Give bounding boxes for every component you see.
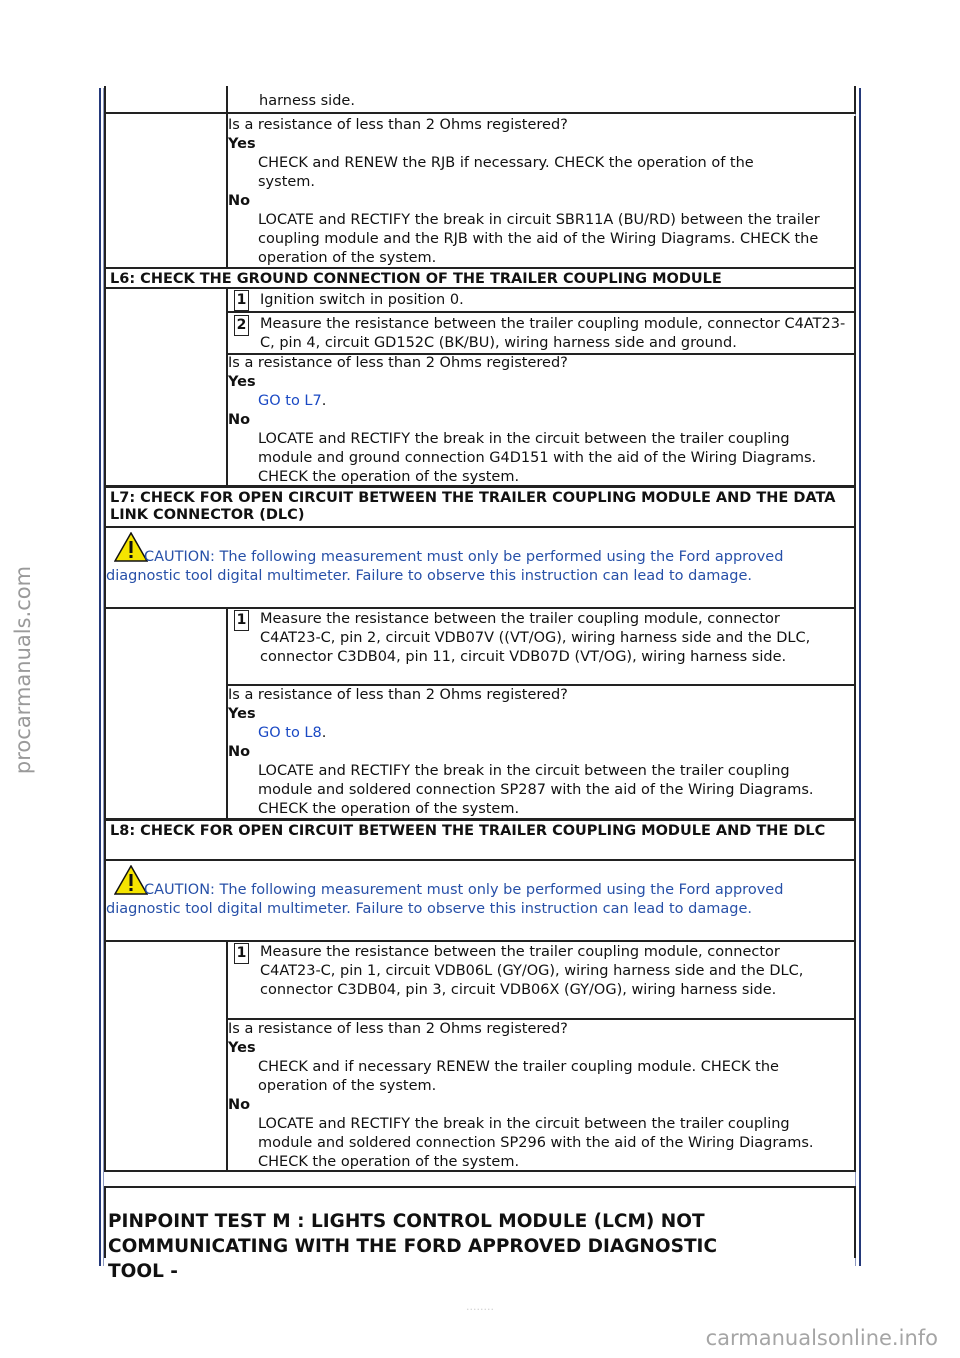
yes-action: CHECK and if necessary RENEW the trailer coupling module. CHECK the operation of the system. [258, 1059, 779, 1094]
step-row [228, 940, 856, 1020]
section-title-l6: L6: CHECK THE GROUND CONNECTION OF THE TRAILER COUPLING MODULE [104, 267, 856, 289]
result-block-l6: Is a resistance of less than 2 Ohms registered? Yes GO to L7. No LOCATE and RECTIFY the break in the circuit between the trailer coupling module and ground connection G4D151 with the aid of the Wiring Diagrams. CHECK the operation of the system. [228, 354, 856, 487]
result-block-1 [228, 116, 856, 268]
result-block-l7: Is a resistance of less than 2 Ohms registered? Yes GO to L8. No LOCATE and RECTIFY the break in the circuit between the trailer coupling module and soldered connection SP287 with the aid of the Wiring Diagrams. CHECK the operation of the system. [228, 686, 856, 820]
caution-text: CAUTION: The following measurement must only be performed using the Ford approved diagnostic tool digital multimeter. Failure to observe this instruction can lead to damage. [106, 549, 784, 584]
caution-text: CAUTION: The following measurement must only be performed using the Ford approved diagnostic tool digital multimeter. Failure to observe this instruction can lead to damage. [106, 882, 784, 917]
no-label: No [228, 744, 251, 760]
caution-box-l8 [104, 859, 856, 942]
step-number: 1 [234, 943, 249, 964]
no-label: No [228, 193, 251, 209]
question-text: Is a resistance of less than 2 Ohms registered? [228, 687, 568, 703]
empty-cell [104, 607, 228, 820]
yes-label: Yes [228, 706, 256, 722]
bottom-watermark: carmanualsonline.info [705, 1326, 938, 1350]
page-footer: ........ [466, 1300, 494, 1313]
step-row [228, 289, 856, 313]
section-title-l7: L7: CHECK FOR OPEN CIRCUIT BETWEEN THE TRAILER COUPLING MODULE AND THE DATA LINK CONNECTOR (DLC) [104, 486, 856, 528]
yes-label: Yes [228, 374, 256, 390]
step-text: Measure the resistance between the trailer coupling module, connector C4AT23-C, pin 4, circuit GD152C (BK/BU), wiring harness side and ground. [260, 316, 846, 351]
pinpoint-test-box [104, 1186, 856, 1282]
question-text: Is a resistance of less than 2 Ohms registered? [228, 117, 568, 133]
step-text: Ignition switch in position 0. [260, 292, 464, 308]
step-continuation-text: harness side. [259, 93, 355, 109]
no-action: LOCATE and RECTIFY the break in circuit SBR11A (BU/RD) between the trailer coupling module and the RJB with the aid of the Wiring Diagrams. CHECK the operation of the system. [258, 212, 820, 266]
step-number: 1 [234, 290, 249, 311]
go-to-l8-link[interactable]: GO to L8 [258, 725, 322, 741]
no-label: No [228, 412, 251, 428]
no-action: LOCATE and RECTIFY the break in the circuit between the trailer coupling module and soldered connection SP287 with the aid of the Wiring Diagrams. CHECK the operation of the system. [258, 763, 814, 817]
caution-box-l7 [104, 526, 856, 609]
left-watermark: procarmanuals.com [11, 565, 35, 775]
step-text: Measure the resistance between the trailer coupling module, connector C4AT23-C, pin 1, circuit VDB06L (GY/OG), wiring harness side and the DLC, connector C3DB04, pin 3, circuit VDB06X (GY/OG), wiring harness side. [260, 944, 804, 998]
empty-cell [104, 940, 228, 1172]
step-row [228, 607, 856, 686]
no-action: LOCATE and RECTIFY the break in the circuit between the trailer coupling module and ground connection G4D151 with the aid of the Wiring Diagrams. CHECK the operation of the system. [258, 431, 817, 485]
question-text: Is a resistance of less than 2 Ohms registered? [228, 1021, 568, 1037]
no-action: LOCATE and RECTIFY the break in the circuit between the trailer coupling module and soldered connection SP296 with the aid of the Wiring Diagrams. CHECK the operation of the system. [258, 1116, 814, 1170]
section-title-l8: L8: CHECK FOR OPEN CIRCUIT BETWEEN THE TRAILER COUPLING MODULE AND THE DLC [104, 819, 856, 861]
yes-label: Yes [228, 1040, 256, 1056]
step-text: Measure the resistance between the trailer coupling module, connector C4AT23-C, pin 2, circuit VDB07V ((VT/OG), wiring harness side and the DLC, connector C3DB04, pin 11, circuit VDB07D (VT/OG), wiring harness side. [260, 611, 811, 665]
pinpoint-test-title: PINPOINT TEST M : LIGHTS CONTROL MODULE (LCM) NOT COMMUNICATING WITH THE FORD APPROVED DIAGNOSTIC TOOL - [108, 1211, 718, 1282]
continuation-row [104, 86, 856, 114]
empty-cell [104, 289, 228, 487]
no-label: No [228, 1097, 251, 1113]
result-block-l8 [228, 1020, 856, 1172]
step-number: 2 [234, 315, 249, 336]
yes-action: CHECK and RENEW the RJB if necessary. CHECK the operation of the system. [258, 155, 754, 190]
right-page-rule [859, 88, 861, 1266]
step-number: 1 [234, 610, 249, 631]
left-page-rule [99, 88, 101, 1266]
question-text: Is a resistance of less than 2 Ohms registered? [228, 355, 568, 371]
empty-cell [104, 114, 228, 268]
step-row [228, 313, 856, 355]
yes-label: Yes [228, 136, 256, 152]
go-to-l7-link[interactable]: GO to L7 [258, 393, 322, 409]
